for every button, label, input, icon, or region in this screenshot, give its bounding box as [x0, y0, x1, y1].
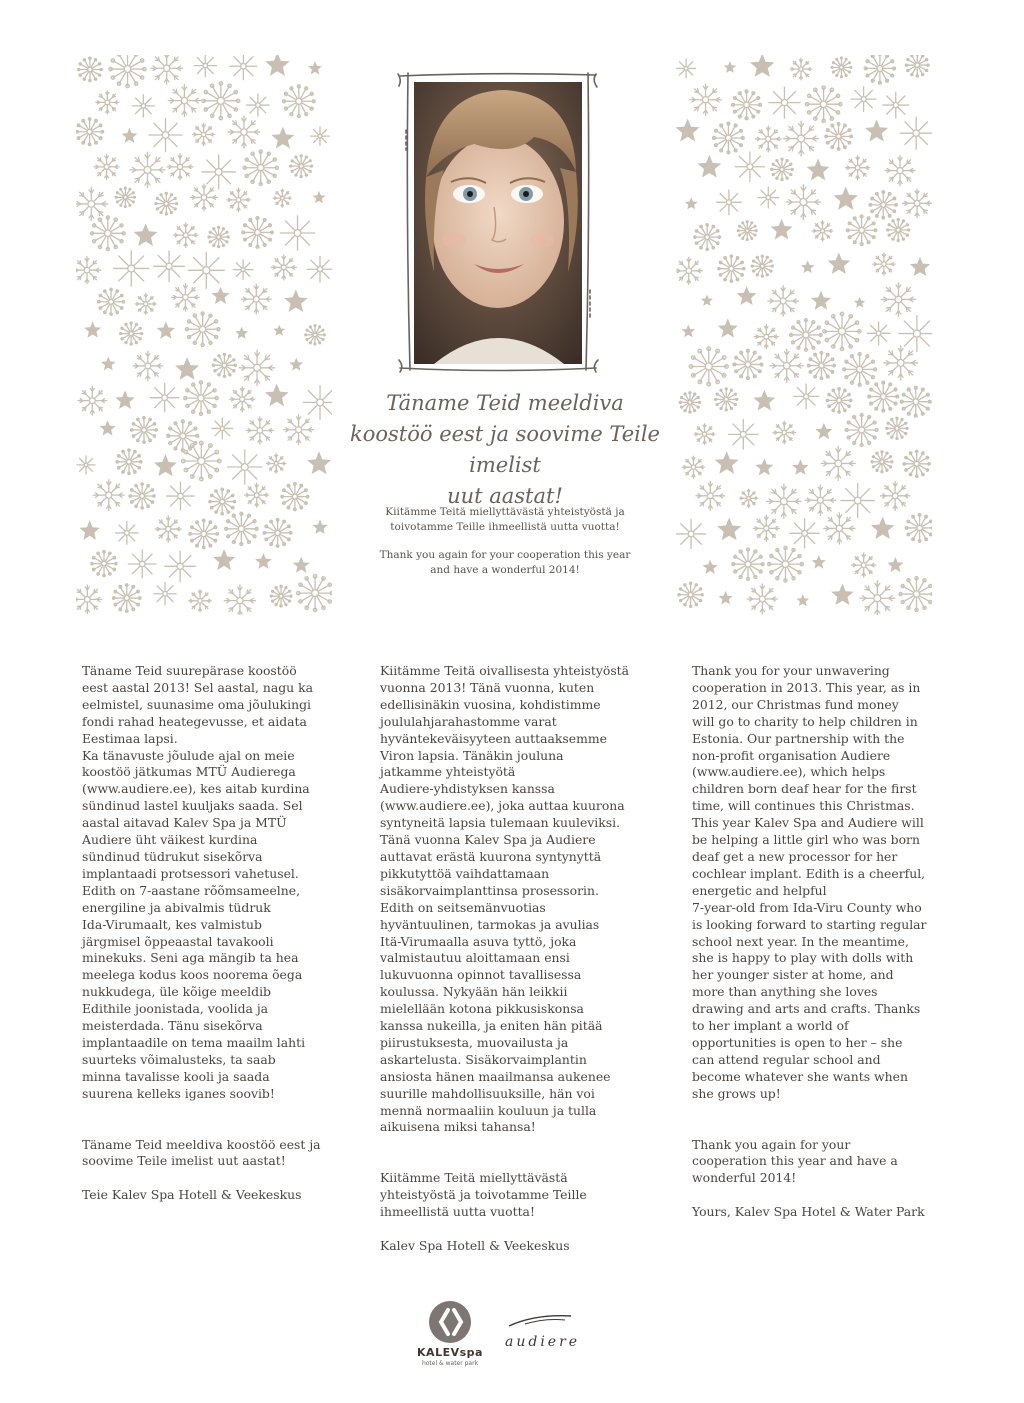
text-line: mielellään kotona pikkusiskonsa [380, 1001, 584, 1017]
estonian-body [82, 663, 350, 1103]
text-line: 7-year-old from Ida-Viru County who [692, 899, 922, 915]
text-line: suurena kelleks iganes soovib! [82, 1085, 275, 1101]
hand-drawn-frame-art [396, 70, 600, 376]
text-line: Audiere-yhdistyksen kanssa [380, 781, 555, 797]
text-line: Thank you for your unwavering [692, 663, 890, 678]
text-line: energiline ja abivalmis tüdruk [82, 899, 271, 915]
kalev-spa-subtitle: hotel & water park [421, 1360, 479, 1367]
text-line: soovime Teile imelist uut aastat! [82, 1153, 286, 1169]
text-line: valmistautuu aloittamaan ensi [380, 950, 570, 966]
text-line: hyväntekeväisyyteen auttaaksemme [380, 730, 607, 746]
short-en-line-1: Thank you again for your cooperation this year [379, 549, 631, 561]
text-line: sündinud tüdrukut sisekõrva [82, 848, 263, 864]
text-line: jatkamme yhteistyötä [380, 764, 516, 780]
text-line: cochlear implant. Edith is a cheerful, [692, 865, 926, 881]
snowflake-pattern-left [76, 55, 332, 615]
text-line: she is happy to play with dolls with [692, 950, 914, 966]
snowflake-pattern-right [676, 55, 932, 615]
text-line: Edithile joonistada, voolida ja [82, 1001, 269, 1017]
snowflake-pattern-right-art [676, 55, 932, 615]
text-line: aastal aitavad Kalev Spa ja MTÜ [82, 815, 287, 831]
greeting-line-2: koostöö eest ja soovime Teile imelist [350, 422, 660, 477]
text-line: Täname Teid meeldiva koostöö eest ja [82, 1136, 321, 1152]
text-line: wonderful 2014! [692, 1170, 797, 1186]
text-line: Viron lapsia. Tänäkin jouluna [380, 747, 564, 763]
audiere-name: audiere [505, 1334, 581, 1350]
text-line: minekuks. Seni aga mängib ta hea [82, 950, 299, 966]
audiere-logo [505, 1312, 585, 1350]
text-line: (www.audiere.ee), joka auttaa kuurona [380, 798, 625, 814]
kalev-spa-mark-icon [428, 1300, 472, 1344]
text-line: auttavat erästä kuurona syntynyttä [380, 848, 602, 864]
text-line: suurille mahdollisuuksille, hän voi [380, 1085, 595, 1101]
text-line: deaf get a new processor for her [692, 848, 898, 864]
text-line: is looking forward to starting regular [692, 916, 927, 932]
kalev-spa-name: KALEVspa [417, 1346, 483, 1359]
text-line: Ida-Virumaalt, kes valmistub [82, 916, 262, 932]
text-line: implantaadile on tema maailm lahti [82, 1034, 306, 1050]
text-line: Ka tänavuste jõulude ajal on meie [82, 747, 295, 763]
text-line: Edith on 7-aastane rõõmsameelne, [82, 882, 301, 898]
footer-logos [410, 1300, 590, 1380]
short-en-line-2: and have a wonderful 2014! [430, 564, 580, 576]
text-line: to her implant a world of [692, 1018, 849, 1034]
text-line: drawing and arts and crafts. Thanks [692, 1001, 921, 1017]
text-line: nukkudega, üle kõige meeldib [82, 984, 271, 1000]
finnish-body [380, 663, 648, 1136]
text-line: Thank you again for your [692, 1136, 851, 1152]
text-line: sisäkorvaimplanttinsa prosessorin. [380, 882, 599, 898]
text-line: time, will continues this Christmas. [692, 798, 915, 814]
finnish-column [380, 663, 648, 1255]
text-line: eest aastal 2013! Sel aastal, nagu ka [82, 679, 313, 695]
text-line: Eestimaa lapsi. [82, 730, 178, 746]
text-line: piirustuksesta, muovailusta ja [380, 1034, 569, 1050]
text-line: kanssa nukeilla, ja eniten hän pitää [380, 1018, 603, 1034]
text-line: Kiitämme Teitä miellyttävästä [380, 1170, 568, 1186]
text-line: be helping a little girl who was born [692, 832, 920, 848]
finnish-closing [380, 1170, 648, 1221]
text-line: suurteks võimalusteks, ta saab [82, 1051, 276, 1067]
text-line: lukuvuonna opinnot tavallisessa [380, 967, 582, 983]
text-line: This year Kalev Spa and Audiere will [692, 815, 924, 831]
text-line: sündinud lastel kuuljaks saada. Sel [82, 798, 303, 814]
text-line: pikkutyttöä vaihdattamaan [380, 865, 550, 881]
text-line: Täname Teid suurepärase koostöö [82, 663, 297, 678]
english-body [692, 663, 960, 1103]
text-line: will go to charity to help children in [692, 713, 918, 729]
text-line: become whatever she wants when [692, 1068, 908, 1084]
short-message-finnish [345, 505, 665, 535]
english-column [692, 663, 960, 1221]
english-signature: Yours, Kalev Spa Hotel & Water Park [692, 1204, 925, 1220]
text-line: yhteistyöstä ja toivotamme Teille [380, 1187, 587, 1203]
text-line: her younger sister at home, and [692, 967, 894, 983]
text-line: Estonia. Our partnership with the [692, 730, 905, 746]
greeting-heading [340, 388, 670, 512]
snowflake-pattern-left-art [76, 55, 332, 615]
text-line: implantaadi protsessori vahetusel. [82, 865, 299, 881]
text-line: fondi rahad heategevusse, et aidata [82, 713, 307, 729]
greeting-line-3: uut aastat! [447, 484, 563, 508]
photo-frame [396, 70, 600, 376]
text-line: (www.audiere.ee), which helps [692, 764, 886, 780]
greeting-line-1: Täname Teid meeldiva [386, 391, 624, 415]
text-line: Edith on seitsemänvuotias [380, 899, 546, 915]
audiere-swoosh-icon [505, 1312, 575, 1328]
text-line: opportunities is open to her – she [692, 1034, 903, 1050]
kalev-spa-logo [410, 1300, 490, 1367]
text-line: cooperation this year and have a [692, 1153, 898, 1169]
text-line: 2012, our Christmas fund money [692, 696, 899, 712]
text-line: Kiitämme Teitä oivallisesta yhteistyöstä [380, 663, 630, 678]
text-line: koostöö jätkumas MTÜ Audierega [82, 764, 296, 780]
text-line: school next year. In the meantime, [692, 933, 909, 949]
text-line: syntyneitä lapsia tulemaan kuuleviksi. [380, 815, 621, 831]
text-line: she grows up! [692, 1085, 781, 1101]
finnish-signature: Kalev Spa Hotell & Veekeskus [380, 1238, 570, 1254]
text-line: edellisinäkin vuosina, kohdistimme [380, 696, 601, 712]
text-line: non-profit organisation Audiere [692, 747, 891, 763]
text-line: energetic and helpful [692, 882, 827, 898]
text-line: hyväntuulinen, tarmokas ja avulias [380, 916, 600, 932]
text-line: Itä-Virumaalla asuva tyttö, joka [380, 933, 577, 949]
short-fi-line-1: Kiitämme Teitä miellyttävästä yhteistyöstä ja [385, 506, 625, 518]
english-closing [692, 1137, 960, 1188]
text-line: eelmistel, suunasime oma jõulukingi [82, 696, 311, 712]
text-line: Audiere üht väikest kurdina [82, 832, 258, 848]
text-line: (www.audiere.ee), kes aitab kurdina [82, 781, 310, 797]
text-line: mennä normaaliin kouluun ja tulla [380, 1102, 597, 1118]
text-line: ihmeellistä uutta vuotta! [380, 1204, 535, 1220]
text-line: aikuisena miksi tahansa! [380, 1119, 536, 1135]
text-line: vuonna 2013! Tänä vuonna, kuten [380, 679, 595, 695]
text-line: järgmisel õppeaastal tavakooli [82, 933, 274, 949]
text-line: ansiosta hänen maailmansa aukenee [380, 1068, 611, 1084]
short-fi-line-2: toivotamme Teille ihmeellistä uutta vuotta! [390, 521, 620, 533]
short-message-english [345, 548, 665, 578]
text-line: meisterdada. Tänu sisekõrva [82, 1018, 263, 1034]
text-line: askartelusta. Sisäkorvaimplantin [380, 1051, 587, 1067]
text-line: cooperation in 2013. This year, as in [692, 679, 921, 695]
estonian-closing [82, 1137, 350, 1171]
text-line: can attend regular school and [692, 1051, 881, 1067]
text-line: children born deaf hear for the first [692, 781, 917, 797]
estonian-column [82, 663, 350, 1204]
text-line: meelega kodus koos noorema õega [82, 967, 303, 983]
text-line: joululahjarahastomme varat [380, 713, 557, 729]
estonian-signature: Teie Kalev Spa Hotell & Veekeskus [82, 1187, 302, 1203]
text-line: koulussa. Nykyään hän leikkii [380, 984, 568, 1000]
text-line: more than anything she loves [692, 984, 878, 1000]
text-line: Tänä vuonna Kalev Spa ja Audiere [380, 832, 596, 848]
text-line: minna tavalisse kooli ja saada [82, 1068, 270, 1084]
